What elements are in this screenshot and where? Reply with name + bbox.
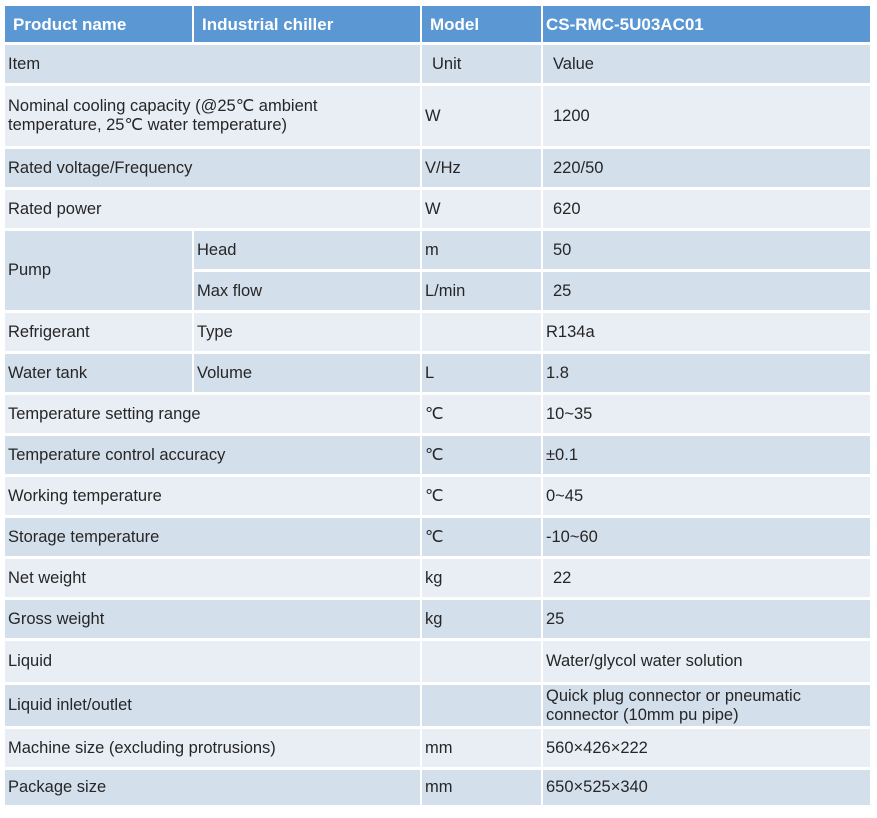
- unit-cell: W: [422, 190, 541, 228]
- value-cell: R134a: [543, 313, 870, 351]
- table-row: [5, 477, 870, 515]
- unit-cell: L: [422, 354, 541, 392]
- value-cell: -10~60: [543, 518, 870, 556]
- table-row: [5, 190, 870, 228]
- value-cell: 1.8: [543, 354, 870, 392]
- item-cell: Machine size (excluding protrusions): [5, 729, 420, 767]
- item-cell: Temperature setting range: [5, 395, 420, 433]
- value-cell: 650×525×340: [543, 770, 870, 805]
- item-cell: Gross weight: [5, 600, 420, 638]
- item-cell: Water tank: [5, 354, 192, 392]
- value-cell: 10~35: [543, 395, 870, 433]
- unit-cell: L/min: [422, 272, 541, 310]
- model-label: Model: [422, 6, 541, 42]
- value-cell: 560×426×222: [543, 729, 870, 767]
- unit-cell: ℃: [422, 518, 541, 556]
- value-cell: 620: [543, 190, 870, 228]
- table-row: [5, 313, 870, 351]
- table-row: [5, 518, 870, 556]
- table-row: [5, 149, 870, 187]
- unit-cell: kg: [422, 559, 541, 597]
- value-cell: 22: [543, 559, 870, 597]
- unit-column-header: Unit: [422, 45, 541, 83]
- unit-cell: m: [422, 231, 541, 269]
- sub-item-cell: Head: [194, 231, 420, 269]
- table-row: [5, 685, 870, 726]
- column-header-row: [5, 45, 870, 83]
- value-cell: 0~45: [543, 477, 870, 515]
- unit-cell: ℃: [422, 477, 541, 515]
- value-cell: 220/50: [543, 149, 870, 187]
- item-cell: Storage temperature: [5, 518, 420, 556]
- item-cell: Package size: [5, 770, 420, 805]
- product-name-label: Product name: [5, 6, 192, 42]
- table-row: [5, 600, 870, 638]
- value-cell: Water/glycol water solution: [543, 641, 870, 682]
- unit-cell: ℃: [422, 395, 541, 433]
- value-cell: 25: [543, 272, 870, 310]
- item-cell: Liquid: [5, 641, 420, 682]
- value-cell: 1200: [543, 86, 870, 146]
- value-cell: Quick plug connector or pneumatic connector (10mm pu pipe): [543, 685, 870, 726]
- table-row: [5, 395, 870, 433]
- sub-item-cell: Type: [194, 313, 420, 351]
- unit-cell: ℃: [422, 436, 541, 474]
- item-cell: Rated voltage/Frequency: [5, 149, 420, 187]
- value-column-header: Value: [543, 45, 870, 83]
- value-cell: 25: [543, 600, 870, 638]
- table-row: [5, 641, 870, 682]
- table-row: [5, 436, 870, 474]
- spec-table: [3, 3, 872, 808]
- unit-cell: mm: [422, 770, 541, 805]
- unit-cell: V/Hz: [422, 149, 541, 187]
- model-value: CS-RMC-5U03AC01: [543, 6, 870, 42]
- unit-cell: [422, 313, 541, 351]
- table-row: [5, 729, 870, 767]
- value-cell: ±0.1: [543, 436, 870, 474]
- item-cell: Temperature control accuracy: [5, 436, 420, 474]
- item-cell: Working temperature: [5, 477, 420, 515]
- item-cell: Refrigerant: [5, 313, 192, 351]
- table-row: [5, 354, 870, 392]
- product-name-value: Industrial chiller: [194, 6, 420, 42]
- unit-cell: [422, 641, 541, 682]
- item-cell: Rated power: [5, 190, 420, 228]
- item-cell: Liquid inlet/outlet: [5, 685, 420, 726]
- table-row: [5, 559, 870, 597]
- unit-cell: mm: [422, 729, 541, 767]
- sub-item-cell: Max flow: [194, 272, 420, 310]
- sub-item-cell: Volume: [194, 354, 420, 392]
- table-row: [5, 770, 870, 805]
- unit-cell: kg: [422, 600, 541, 638]
- table-row: [5, 231, 870, 269]
- value-cell: 50: [543, 231, 870, 269]
- header-row: [5, 6, 870, 42]
- item-column-header: Item: [5, 45, 420, 83]
- item-cell: Pump: [5, 231, 192, 310]
- table-row: [5, 86, 870, 146]
- unit-cell: [422, 685, 541, 726]
- item-cell: Nominal cooling capacity (@25℃ ambient temperature, 25℃ water temperature): [5, 86, 420, 146]
- item-cell: Net weight: [5, 559, 420, 597]
- unit-cell: W: [422, 86, 541, 146]
